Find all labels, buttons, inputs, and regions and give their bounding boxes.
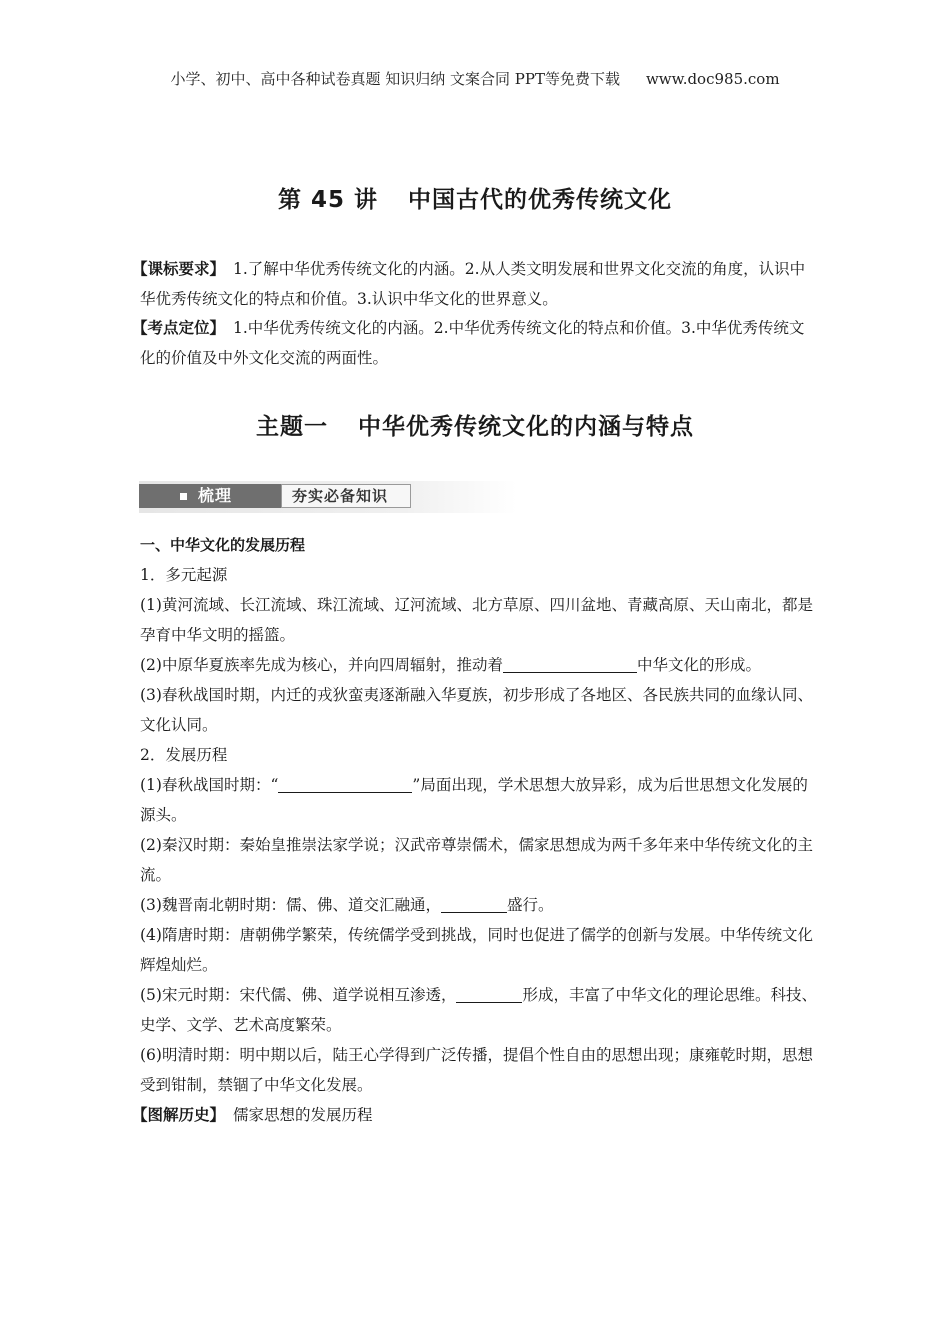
lecture-title	[0, 181, 950, 214]
fill-blank[interactable]	[278, 777, 412, 794]
header-url[interactable]: www.doc985.com	[645, 70, 780, 88]
topic-name: 中华优秀传统文化的内涵与特点	[358, 414, 694, 440]
fill-blank[interactable]	[441, 897, 507, 914]
origin-item-2	[140, 650, 820, 680]
fill-blank[interactable]	[456, 987, 522, 1004]
focus-tag: 【考点定位】	[132, 319, 226, 337]
exam-focus	[132, 313, 812, 373]
dev-1-text-before: (1)春秋战国时期：“	[140, 776, 279, 794]
banner-dark-block	[139, 484, 281, 508]
section-heading: 一、中华文化的发展历程	[140, 536, 306, 554]
standard-requirements	[132, 254, 812, 314]
topic-title	[0, 408, 950, 441]
illustrated-history	[132, 1100, 820, 1130]
origin-item-1: (1)黄河流域、长江流域、珠江流域、辽河流域、北方草原、四川盆地、青藏高原、天山南北，都是孕育中华文明的摇篮。	[140, 596, 813, 644]
dev-3-text-after: 盛行。	[506, 896, 554, 914]
dev-item-3	[140, 890, 820, 920]
origin-item-3: (3)春秋战国时期，内迁的戎狄蛮夷逐渐融入华夏族，初步形成了各地区、各民族共同的血缘认同、文化认同。	[140, 686, 813, 734]
topic-number: 主题一	[256, 414, 328, 440]
dev-item-1	[140, 770, 820, 830]
page-header	[0, 68, 950, 89]
square-bullet-icon	[180, 493, 187, 500]
main-content	[132, 530, 820, 1130]
lecture-number: 第 45 讲	[277, 187, 379, 213]
dev-item-5	[140, 980, 820, 1040]
header-text: 小学、初中、高中各种试卷真题 知识归纳 文案合同 PPT等免费下载	[170, 70, 620, 88]
section-banner	[139, 481, 517, 513]
subsection-development-title: 2．发展历程	[140, 746, 228, 764]
origin-2-text-before: (2)中原华夏族率先成为核心，并向四周辐射，推动着	[140, 656, 503, 674]
dev-item-4: (4)隋唐时期：唐朝佛学繁荣，传统儒学受到挑战，同时也促进了儒学的创新与发展。中华传统文化辉煌灿烂。	[140, 926, 813, 974]
dev-1-text-after: ”局面出现，学术思想大放异彩，成为后世思想文化发展的源头。	[140, 776, 808, 824]
lecture-name: 中国古代的优秀传统文化	[408, 187, 673, 213]
banner-sub-box	[281, 484, 411, 508]
dev-item-6: (6)明清时期：明中期以后，陆王心学得到广泛传播，提倡个性自由的思想出现；康雍乾时期，思想受到钳制，禁锢了中华文化发展。	[140, 1046, 813, 1094]
standard-tag: 【课标要求】	[132, 260, 226, 278]
dev-item-2: (2)秦汉时期：秦始皇推崇法家学说；汉武帝尊崇儒术，儒家思想成为两千多年来中华传统文化的主流。	[140, 836, 813, 884]
origin-2-text-after: 中华文化的形成。	[636, 656, 761, 674]
dev-5-text-after: 形成，丰富了中华文化的理论思维。科技、史学、文学、艺术高度繁荣。	[140, 986, 817, 1034]
dev-5-text-before: (5)宋元时期：宋代儒、佛、道学说相互渗透，	[140, 986, 457, 1004]
focus-text: 1.中华优秀传统文化的内涵。2.中华优秀传统文化的特点和价值。3.中华优秀传统文化的价值及中外文化交流的两面性。	[140, 319, 805, 367]
fill-blank[interactable]	[503, 657, 637, 674]
illus-text: 儒家思想的发展历程	[233, 1106, 373, 1124]
banner-sub-label: 夯实必备知识	[292, 487, 389, 505]
illus-tag: 【图解历史】	[132, 1106, 226, 1124]
banner-main-label: 梳理	[198, 486, 233, 505]
subsection-origin-title: 1．多元起源	[140, 566, 228, 584]
standard-text: 1.了解中华优秀传统文化的内涵。2.从人类文明发展和世界文化交流的角度，认识中华优秀传统文化的特点和价值。3.认识中华文化的世界意义。	[140, 260, 806, 308]
dev-3-text-before: (3)魏晋南北朝时期：儒、佛、道交汇融通，	[140, 896, 441, 914]
